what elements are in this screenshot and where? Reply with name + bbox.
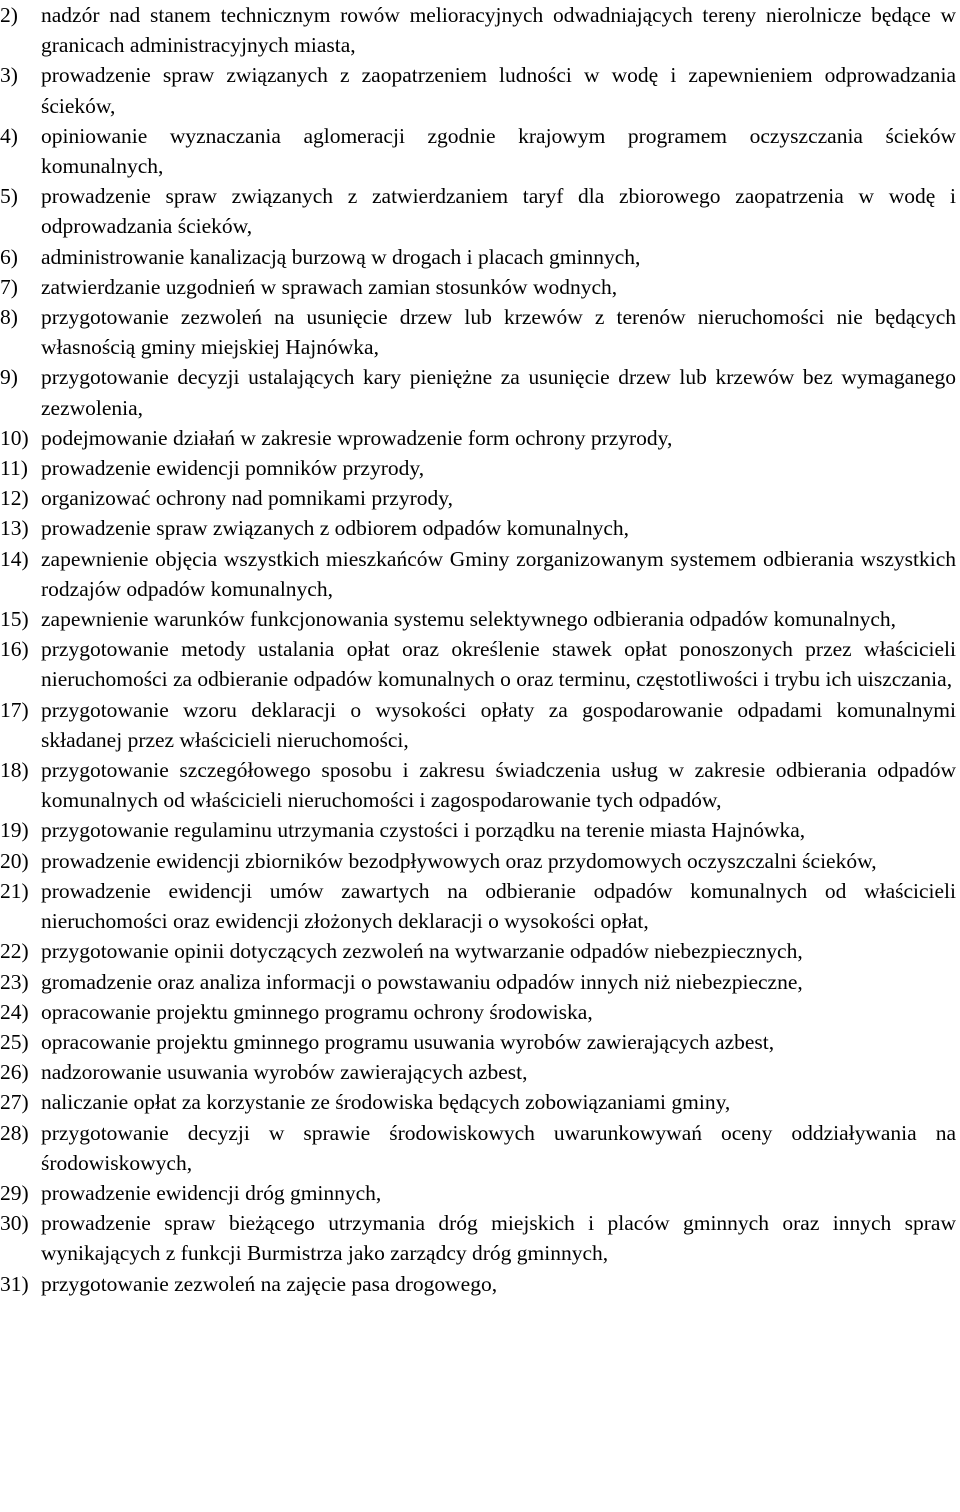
list-item <box>0 997 956 1027</box>
list-item <box>0 755 956 815</box>
list-item <box>0 513 956 543</box>
list-item-number: 8) <box>0 305 18 330</box>
list-item <box>0 876 956 936</box>
list-item <box>0 242 956 272</box>
list-item-number: 14) <box>0 546 29 571</box>
list-item-text: przygotowanie zezwoleń na zajęcie pasa drogowego, <box>41 1271 498 1296</box>
list-item-text: podejmowanie działań w zakresie wprowadzenie form ochrony przyrody, <box>41 425 673 450</box>
list-item <box>0 60 956 120</box>
list-item-number: 27) <box>0 1090 29 1115</box>
list-item-text: przygotowanie regulaminu utrzymania czystości i porządku na terenie miasta Hajnówka, <box>41 818 806 843</box>
list-item-text: prowadzenie ewidencji pomników przyrody, <box>41 456 425 481</box>
list-item-text: prowadzenie spraw związanych z zaopatrzeniem ludności w wodę i zapewnieniem odprowadzania ścieków, <box>41 63 956 118</box>
list-item-number: 10) <box>0 425 29 450</box>
list-item <box>0 1178 956 1208</box>
list-item-number: 31) <box>0 1271 29 1296</box>
list-item <box>0 1057 956 1087</box>
list-item-text: naliczanie opłat za korzystanie ze środowiska będących zobowiązaniami gminy, <box>41 1090 731 1115</box>
list-item-number: 21) <box>0 878 29 903</box>
list-item-text: opracowanie projektu gminnego programu usuwania wyrobów zawierających azbest, <box>41 1029 775 1054</box>
list-item <box>0 362 956 422</box>
list-item <box>0 1087 956 1117</box>
list-item-text: nadzorowanie usuwania wyrobów zawierających azbest, <box>41 1060 528 1085</box>
list-item-number: 20) <box>0 848 29 873</box>
list-item-text: przygotowanie zezwoleń na usunięcie drzew lub krzewów z terenów nieruchomości nie będących własnością gminy miejskiej Hajnówka, <box>41 305 956 360</box>
list-item-number: 7) <box>0 274 18 299</box>
list-item-text: prowadzenie ewidencji dróg gminnych, <box>41 1180 382 1205</box>
list-item <box>0 604 956 634</box>
list-item-text: przygotowanie opinii dotyczących zezwoleń na wytwarzanie odpadów niebezpiecznych, <box>41 939 803 964</box>
list-item <box>0 483 956 513</box>
list-item-text: gromadzenie oraz analiza informacji o powstawaniu odpadów innych niż niebezpieczne, <box>41 969 803 994</box>
list-item-text: prowadzenie spraw związanych z zatwierdzaniem taryf dla zbiorowego zaopatrzenia w wodę i odprowadzania ścieków, <box>41 184 956 239</box>
list-item <box>0 423 956 453</box>
list-item <box>0 272 956 302</box>
list-item <box>0 1118 956 1178</box>
list-item-number: 26) <box>0 1060 29 1085</box>
list-item-number: 17) <box>0 697 29 722</box>
list-item-number: 15) <box>0 607 29 632</box>
list-item-number: 19) <box>0 818 29 843</box>
list-item-text: przygotowanie metody ustalania opłat oraz określenie stawek opłat ponoszonych przez właścicieli nieruchomości za odbieranie odpadów komunalnych o oraz terminu, częstotliwości i trybu ich uiszczania, <box>41 637 956 692</box>
list-item-number: 5) <box>0 184 18 209</box>
list-item <box>0 936 956 966</box>
list-item-number: 12) <box>0 486 29 511</box>
list-item-number: 23) <box>0 969 29 994</box>
list-item-number: 6) <box>0 244 18 269</box>
list-item <box>0 634 956 694</box>
list-item <box>0 1027 956 1057</box>
list-item-number: 18) <box>0 758 29 783</box>
list-item-number: 28) <box>0 1120 29 1145</box>
list-item <box>0 846 956 876</box>
list-item-text: organizować ochrony nad pomnikami przyrody, <box>41 486 453 511</box>
list-item <box>0 815 956 845</box>
list-item-text: prowadzenie spraw związanych z odbiorem odpadów komunalnych, <box>41 516 630 541</box>
list-item-number: 25) <box>0 1029 29 1054</box>
list-item-text: przygotowanie decyzji w sprawie środowiskowych uwarunkowywań oceny oddziaływania na środowiskowych, <box>41 1120 956 1175</box>
list-item-text: prowadzenie ewidencji zbiorników bezodpływowych oraz przydomowych oczyszczalni ścieków, <box>41 848 877 873</box>
list-item-text: prowadzenie spraw bieżącego utrzymania dróg miejskich i placów gminnych oraz innych spraw wynikających z funkcji Burmistrza jako zarządcy dróg gminnych, <box>41 1211 956 1266</box>
list-item-text: przygotowanie szczegółowego sposobu i zakresu świadczenia usług w zakresie odbierania odpadów komunalnych od właścicieli nieruchomości i zagospodarowanie tych odpadów, <box>41 758 956 813</box>
list-item-text: zapewnienie warunków funkcjonowania systemu selektywnego odbierania odpadów komunalnych, <box>41 607 896 632</box>
list-item <box>0 695 956 755</box>
list-item-number: 29) <box>0 1180 29 1205</box>
list-item-text: opracowanie projektu gminnego programu ochrony środowiska, <box>41 999 593 1024</box>
list-item-text: przygotowanie decyzji ustalających kary pieniężne za usunięcie drzew lub krzewów bez wymaganego zezwolenia, <box>41 365 956 420</box>
list-item-text: przygotowanie wzoru deklaracji o wysokości opłaty za gospodarowanie odpadami komunalnymi składanej przez właścicieli nieruchomości, <box>41 697 956 752</box>
list-item-number: 16) <box>0 637 29 662</box>
list-item <box>0 1269 956 1299</box>
list-item-text: opiniowanie wyznaczania aglomeracji zgodnie krajowym programem oczyszczania ścieków komunalnych, <box>41 123 956 179</box>
list-item <box>0 181 956 241</box>
list-item <box>0 302 956 362</box>
list-item-text: zatwierdzanie uzgodnień w sprawach zamian stosunków wodnych, <box>41 274 618 299</box>
list-item-text: zapewnienie objęcia wszystkich mieszkańców Gminy zorganizowanym systemem odbierania wszystkich rodzajów odpadów komunalnych, <box>41 546 956 601</box>
list-item <box>0 544 956 604</box>
list-item-number: 2) <box>0 3 18 27</box>
list-item-text: prowadzenie ewidencji umów zawartych na odbieranie odpadów komunalnych od właścicieli nieruchomości oraz ewidencji złożonych deklaracji o wysokości opłat, <box>41 878 956 934</box>
list-item <box>0 0 956 60</box>
list-item-number: 4) <box>0 123 18 148</box>
list-item-number: 11) <box>0 456 28 481</box>
list-item-text: nadzór nad stanem technicznym rowów melioracyjnych odwadniających tereny nierolnicze będące w granicach administracyjnych miasta, <box>41 3 956 58</box>
list-item <box>0 121 956 181</box>
list-item-text: administrowanie kanalizacją burzową w drogach i placach gminnych, <box>41 244 641 269</box>
list-item-number: 3) <box>0 63 18 88</box>
list-item <box>0 1208 956 1268</box>
list-item <box>0 967 956 997</box>
list-item-number: 9) <box>0 365 18 390</box>
list-item-number: 24) <box>0 999 29 1024</box>
list-item-number: 22) <box>0 939 29 964</box>
list-item-number: 13) <box>0 516 29 541</box>
list-item <box>0 453 956 483</box>
list-item-number: 30) <box>0 1211 29 1236</box>
